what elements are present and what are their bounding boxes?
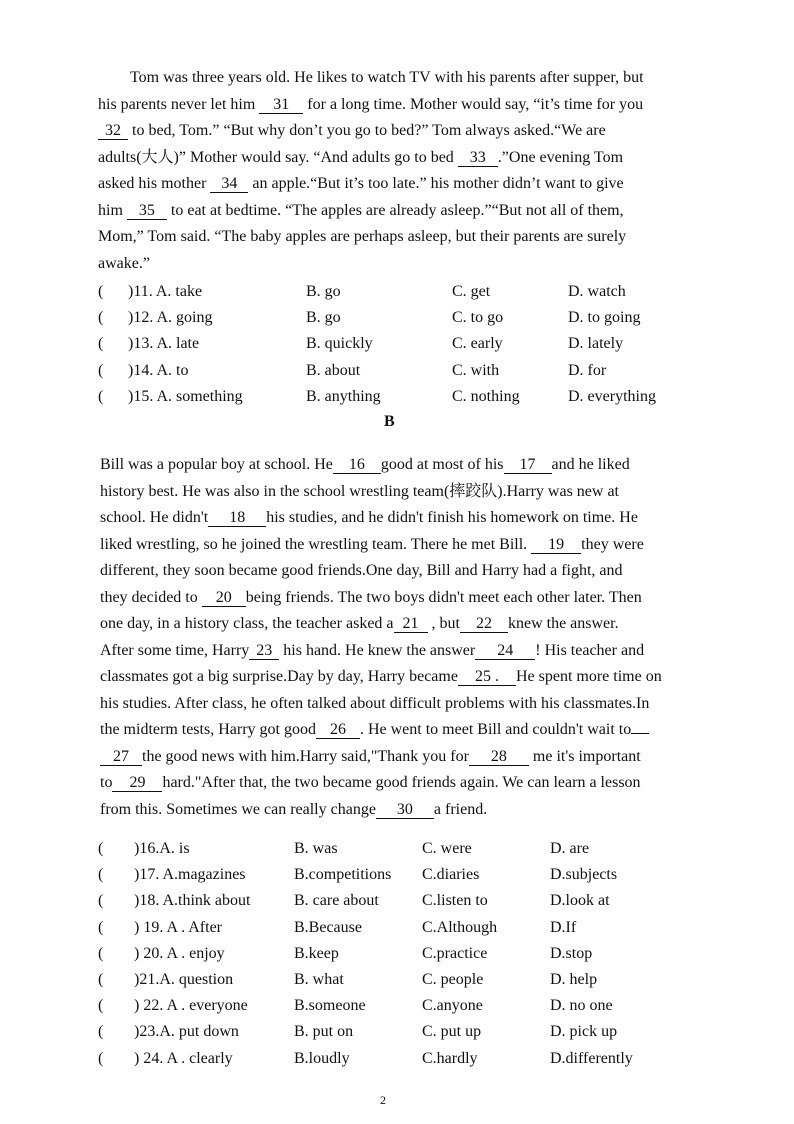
question-row: [98, 941, 698, 967]
passage-line: [98, 198, 688, 225]
answer-blank[interactable]: 34: [210, 176, 248, 193]
passage-text: ! His teacher and: [535, 641, 645, 659]
answer-blank[interactable]: 18: [208, 510, 266, 527]
passage-line: [100, 452, 690, 479]
passage-line: [98, 145, 688, 172]
passage-text: adults(大人)” Mother would say. “And adults go to bed: [98, 148, 458, 166]
passage-line: [100, 664, 690, 691]
answer-paren[interactable]: (: [98, 944, 104, 962]
question-option-a: )15. A. something: [128, 387, 243, 405]
option-d: D. are: [550, 840, 590, 857]
option-d: D. to going: [568, 309, 641, 327]
answer-blank[interactable]: 26: [316, 722, 360, 739]
passage-text: they decided to: [100, 588, 202, 606]
option-c: C.hardly: [422, 1049, 478, 1067]
question-row: [98, 915, 698, 941]
passage-b: [100, 452, 690, 823]
option-b: B. about: [306, 361, 361, 379]
option-c: C.practice: [422, 944, 488, 962]
question-row: [98, 862, 698, 888]
passage-b-lines: [100, 452, 690, 823]
passage-text: different, they soon became good friends.One day, Bill and Harry had a fight, and: [100, 562, 623, 579]
answer-paren[interactable]: (: [98, 283, 104, 300]
passage-text: After some time, Harry: [100, 641, 250, 659]
answer-blank[interactable]: 17: [504, 457, 552, 474]
answer-blank[interactable]: 31: [259, 97, 303, 114]
passage-text: Bill was a popular boy at school. He: [100, 456, 333, 473]
answer-blank[interactable]: 33: [458, 150, 498, 167]
passage-line: [98, 171, 688, 198]
answer-paren[interactable]: (: [98, 1023, 104, 1041]
question-option-a: )16.A. is: [134, 840, 190, 857]
passage-text: a friend.: [433, 800, 488, 818]
option-c: C.Although: [422, 918, 498, 936]
question-row: [98, 1046, 698, 1072]
question-option-a: ) 24. A . clearly: [134, 1049, 233, 1067]
question-row: [98, 384, 698, 410]
answer-paren[interactable]: (: [98, 918, 104, 936]
option-b: B. was: [294, 840, 338, 857]
passage-text: they were: [581, 535, 644, 553]
passage-text: the good news with him.Harry said,"Thank you for: [142, 747, 469, 765]
passage-text: liked wrestling, so he joined the wrestling team. There he met Bill.: [100, 535, 532, 553]
question-row: [98, 279, 698, 305]
passage-line: [100, 797, 690, 824]
passage-line: [100, 532, 690, 559]
option-d: D. lately: [568, 335, 624, 353]
passage-line: [100, 638, 690, 665]
option-d: D.look at: [550, 892, 610, 910]
passage-text: his studies, and he didn't finish his homework on time. He: [266, 509, 638, 526]
answer-paren[interactable]: (: [98, 997, 104, 1015]
questions-b-rows: [98, 836, 698, 1072]
answer-blank[interactable]: 28: [469, 749, 529, 766]
answer-blank[interactable]: 19: [531, 537, 581, 554]
question-row: [98, 331, 698, 357]
passage-line: [100, 611, 690, 638]
questions-a-rows: [98, 279, 698, 410]
passage-text: awake.”: [98, 254, 150, 272]
option-c: C. nothing: [452, 387, 520, 405]
answer-blank[interactable]: 20: [202, 590, 246, 607]
passage-text: his parents never let him: [98, 95, 260, 113]
answer-blank[interactable]: [631, 733, 649, 734]
question-row: [98, 358, 698, 384]
questions-a: [98, 279, 698, 410]
passage-text: hard."After that, the two became good friends again. We can learn a lesson: [162, 774, 641, 791]
answer-blank[interactable]: 24: [475, 643, 535, 660]
option-d: D.differently: [550, 1049, 633, 1067]
passage-text: knew the answer.: [507, 615, 619, 632]
passage-text: history best. He was also in the school wrestling team(摔跤队).Harry was new at: [100, 482, 619, 500]
answer-blank[interactable]: 27: [100, 749, 142, 766]
option-d: D.If: [550, 918, 577, 936]
option-d: D. no one: [550, 997, 613, 1015]
option-b: B. what: [294, 970, 344, 988]
passage-text: to: [100, 774, 113, 791]
passage-line: [98, 92, 688, 119]
passage-a: [98, 65, 688, 277]
passage-line: [100, 505, 690, 532]
answer-blank[interactable]: 16: [333, 457, 381, 474]
question-row: [98, 993, 698, 1019]
answer-blank[interactable]: 25 .: [458, 669, 516, 686]
passage-text: one day, in a history class, the teacher asked a: [100, 615, 394, 632]
option-c: C. put up: [422, 1023, 482, 1041]
passage-text: his studies. After class, he often talked about difficult problems with his classmates.In: [100, 694, 650, 712]
question-option-a: )13. A. late: [128, 335, 200, 353]
question-option-a: ) 20. A . enjoy: [134, 944, 225, 962]
passage-text: Mom,” Tom said. “The baby apples are perhaps asleep, but their parents are surely: [98, 228, 627, 245]
page-number: 2: [380, 1093, 386, 1107]
question-row: [98, 888, 698, 914]
option-d: D. watch: [568, 283, 626, 300]
option-c: C.diaries: [422, 866, 480, 884]
option-b: B. care about: [294, 892, 379, 910]
passage-line: [98, 118, 688, 145]
answer-blank[interactable]: 32: [98, 123, 128, 140]
passage-line: [100, 479, 690, 506]
passage-text: from this. Sometimes we can really change: [100, 800, 376, 818]
passage-text: He spent more time on: [515, 668, 662, 685]
question-option-a: )12. A. going: [128, 309, 213, 327]
passage-line: [100, 585, 690, 612]
question-option-a: )11. A. take: [128, 283, 203, 300]
option-c: C. to go: [452, 309, 504, 327]
question-option-a: )14. A. to: [128, 361, 189, 379]
passage-line: [100, 558, 690, 585]
option-d: D. pick up: [550, 1023, 618, 1041]
answer-blank[interactable]: 23: [249, 643, 279, 660]
passage-text: , but: [427, 615, 460, 632]
answer-paren[interactable]: (: [98, 866, 104, 884]
answer-blank[interactable]: 29: [112, 775, 162, 792]
passage-text: and he liked: [551, 456, 630, 473]
question-option-a: ) 22. A . everyone: [134, 997, 248, 1015]
section-b-heading: B: [384, 413, 395, 430]
question-row: [98, 967, 698, 993]
answer-blank[interactable]: 30: [376, 802, 434, 819]
passage-line: [100, 717, 690, 744]
question-option-a: )18. A.think about: [134, 892, 251, 910]
answer-paren[interactable]: (: [98, 892, 104, 910]
question-option-a: ) 19. A . After: [134, 918, 222, 936]
passage-text: classmates got a big surprise.Day by day, Harry became: [100, 668, 458, 685]
option-b: B.competitions: [294, 866, 392, 884]
passage-line: [98, 251, 688, 278]
answer-paren[interactable]: (: [98, 335, 104, 353]
passage-text: me it's important: [528, 747, 641, 765]
option-d: D. everything: [568, 387, 656, 405]
answer-paren[interactable]: (: [98, 387, 104, 405]
passage-line: [98, 65, 688, 92]
option-d: D.subjects: [550, 866, 618, 884]
answer-blank[interactable]: 22: [460, 616, 508, 633]
option-b: B. put on: [294, 1023, 354, 1041]
option-d: D.stop: [550, 944, 593, 962]
passage-text: .”One evening Tom: [497, 148, 624, 166]
option-c: C. people: [422, 970, 484, 988]
option-c: C. early: [452, 335, 503, 353]
answer-paren[interactable]: (: [98, 1049, 104, 1067]
option-d: D. help: [550, 970, 598, 988]
passage-text: the midterm tests, Harry got good: [100, 721, 316, 738]
option-b: B. anything: [306, 387, 381, 405]
passage-text: an apple.“But it’s too late.” his mother didn’t want to give: [248, 175, 624, 192]
passage-line: [100, 770, 690, 797]
question-row: [98, 305, 698, 331]
answer-paren[interactable]: (: [98, 309, 104, 327]
question-option-a: )17. A.magazines: [134, 866, 246, 884]
option-b: B. go: [306, 309, 341, 327]
option-b: B. go: [306, 283, 341, 300]
question-row: [98, 1019, 698, 1045]
option-b: B. quickly: [306, 335, 373, 353]
question-row: [98, 836, 698, 862]
option-c: C.anyone: [422, 997, 483, 1015]
passage-text: asked his mother: [98, 175, 211, 192]
option-b: B.someone: [294, 997, 366, 1015]
answer-paren[interactable]: (: [98, 970, 104, 988]
passage-line: [98, 224, 688, 251]
answer-paren[interactable]: (: [98, 840, 104, 857]
option-b: B.Because: [294, 918, 362, 936]
question-option-a: )21.A. question: [134, 970, 234, 988]
passage-text: him: [98, 201, 127, 219]
passage-text: to eat at bedtime. “The apples are already asleep.”“But not all of them,: [166, 201, 624, 219]
answer-blank[interactable]: 35: [127, 203, 167, 220]
answer-blank[interactable]: 21: [394, 616, 428, 633]
option-c: C. get: [452, 283, 491, 300]
option-c: C. with: [452, 361, 500, 379]
passage-text: to bed, Tom.” “But why don’t you go to bed?” Tom always asked.“We are: [128, 122, 606, 139]
option-c: C.listen to: [422, 892, 488, 910]
option-d: D. for: [568, 361, 607, 379]
option-b: B.loudly: [294, 1049, 350, 1067]
option-b: B.keep: [294, 944, 339, 962]
passage-text: good at most of his: [380, 456, 504, 473]
passage-text: Tom was three years old. He likes to watch TV with his parents after supper, but: [130, 69, 644, 86]
passage-line: [100, 691, 690, 718]
questions-b: [98, 836, 698, 1072]
answer-paren[interactable]: (: [98, 361, 104, 379]
passage-text: . He went to meet Bill and couldn't wait to: [359, 721, 632, 738]
question-option-a: )23.A. put down: [134, 1023, 239, 1041]
passage-line: [100, 744, 690, 771]
passage-a-lines: [98, 65, 688, 277]
passage-text: his hand. He knew the answer: [279, 641, 476, 659]
passage-text: being friends. The two boys didn't meet each other later. Then: [245, 588, 642, 606]
option-c: C. were: [422, 840, 472, 857]
passage-text: school. He didn't: [100, 509, 209, 526]
passage-text: for a long time. Mother would say, “it’s time for you: [303, 95, 644, 113]
